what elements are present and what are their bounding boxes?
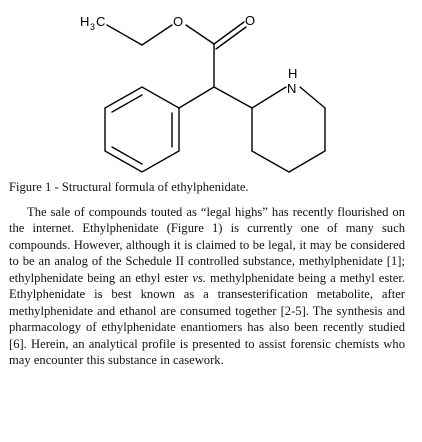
body-paragraph [9, 204, 405, 369]
ethylphenidate-structure-diagram [0, 0, 422, 180]
methyl-label-c: C [96, 14, 106, 29]
piperidine-nitrogen-label: N [287, 81, 297, 96]
figure-caption: Figure 1 - Structural formula of ethylphenidate. [9, 180, 249, 194]
bond-n-c6 [300, 87, 325, 108]
bond-alpha-phenyl [179, 87, 214, 108]
bond-c4-c3 [252, 151, 289, 172]
paragraph-text-1: The sale of compounds touted as “legal highs” has recently flourished on the internet. Ethylphenidate (Figure 1) is currently one of many such compounds. However, although it is claimed to be legal, it may be considered to be an analog of the Schedule II controlled substance, methylphenidate [1]; ethylphenidate being an ethyl ester [9, 205, 405, 285]
bond-c2-n [252, 87, 286, 108]
methyl-label-h: H [80, 14, 90, 29]
bond-carbonyl-double-2 [216, 27, 246, 49]
bond-ch2-o [142, 25, 172, 45]
phenyl-double-bond-3 [112, 147, 142, 164]
paragraph-vs-italic: vs. [192, 270, 206, 285]
piperidine-hydrogen-label: H [288, 66, 298, 81]
phenyl-double-bond-1 [112, 95, 142, 112]
bond-alpha-piperidine [214, 87, 252, 108]
bond-c5-c4 [289, 151, 325, 172]
bond-ch3-ch2 [107, 25, 142, 45]
paragraph-text-2: methylphenidate being a methyl ester. Ethylphenidate is best known as a transesterification metabolite, after methylphenidate and ethanol are consumed together [2-5]. The synthesis and pharmacology of ethylphenidate enantiomers has also been recently studied [6]. Herein, an analytical profile is presented to assist forensic chemists who may encounter this substance in casework. [9, 270, 406, 368]
structure-figure [0, 0, 422, 180]
phenyl-ring [105, 87, 179, 172]
bond-carbonyl-double-1 [214, 22, 244, 44]
bond-o-carbonyl-c [186, 25, 214, 44]
methyl-label-subscript: 3 [90, 22, 96, 32]
ester-oxygen-label: O [173, 14, 184, 29]
carbonyl-oxygen-label: O [245, 13, 256, 28]
